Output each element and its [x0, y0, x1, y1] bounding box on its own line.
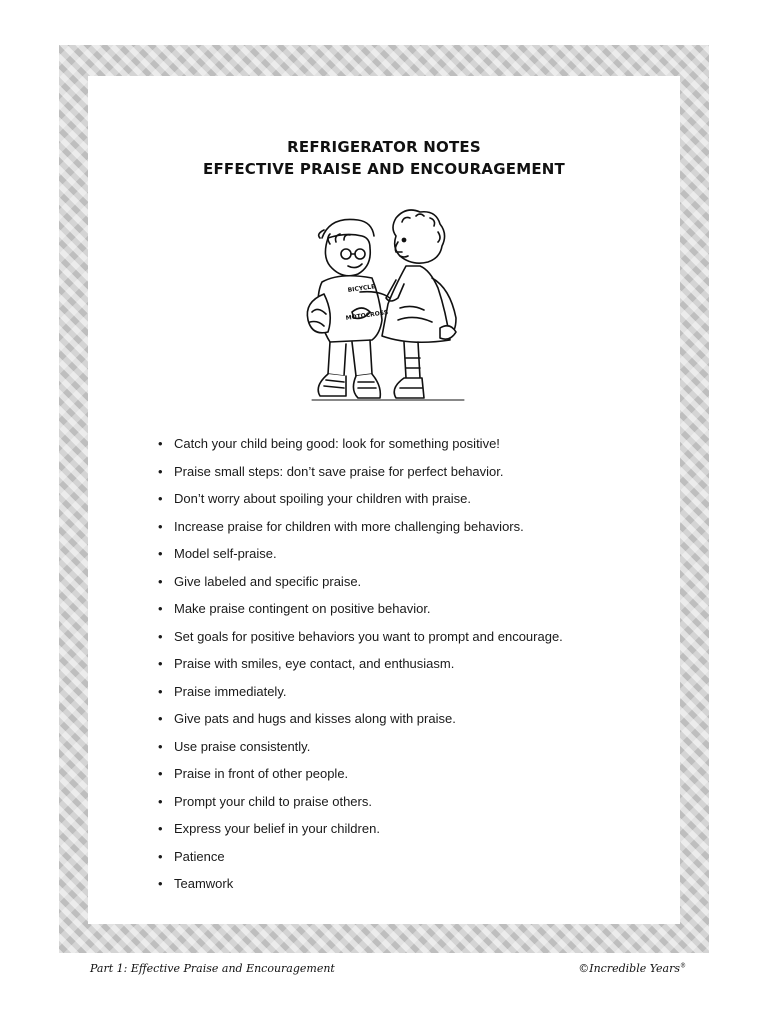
children-illustration	[300, 208, 472, 414]
list-item: • Model self-praise.	[158, 544, 563, 572]
list-item: • Catch your child being good: look for something positive!	[158, 434, 563, 462]
list-item: • Don’t worry about spoiling your children with praise.	[158, 489, 563, 517]
footer-section-title: Part 1: Effective Praise and Encouragement	[90, 962, 335, 975]
bullet-icon: •	[158, 628, 163, 644]
list-item: • Use praise consistently.	[158, 737, 563, 765]
bullet-icon: •	[158, 546, 163, 561]
page-subtitle: EFFECTIVE PRAISE AND ENCOURAGEMENT	[203, 160, 565, 178]
list-item: • Give labeled and specific praise.	[158, 572, 563, 600]
bullet-icon: •	[158, 573, 163, 589]
bullet-icon: •	[158, 821, 163, 836]
bullet-icon: •	[158, 848, 163, 864]
bullet-icon: •	[158, 711, 163, 726]
bullet-icon: •	[158, 518, 163, 534]
bullet-icon: •	[158, 491, 163, 506]
bullet-icon: •	[158, 793, 163, 809]
list-item: • Teamwork	[158, 874, 563, 902]
shirt-text-bottom: MOTOCROSS	[345, 309, 389, 322]
list-item: • Praise in front of other people.	[158, 764, 563, 792]
list-item: • Praise small steps: don’t save praise for perfect behavior.	[158, 462, 563, 490]
list-item: • Give pats and hugs and kisses along with praise.	[158, 709, 563, 737]
bullet-icon: •	[158, 436, 163, 451]
list-item: • Patience	[158, 847, 563, 875]
footer-copyright: ©Incredible Years®	[578, 962, 686, 975]
bullet-icon: •	[158, 683, 163, 699]
bullet-icon: •	[158, 656, 163, 671]
registered-mark: ®	[680, 962, 686, 970]
page-content	[88, 76, 680, 924]
shirt-text-top: BICYCLE	[347, 283, 376, 294]
tips-list	[158, 434, 563, 902]
list-item: • Set goals for positive behaviors you want to prompt and encourage.	[158, 627, 563, 655]
bullet-icon: •	[158, 601, 163, 616]
list-item: • Express your belief in your children.	[158, 819, 563, 847]
bullet-icon: •	[158, 463, 163, 479]
bullet-icon: •	[158, 738, 163, 754]
list-item: • Praise immediately.	[158, 682, 563, 710]
bullet-icon: •	[158, 766, 163, 781]
bullet-icon: •	[158, 876, 163, 891]
list-item: • Increase praise for children with more challenging behaviors.	[158, 517, 563, 545]
list-item: • Prompt your child to praise others.	[158, 792, 563, 820]
page-title: REFRIGERATOR NOTES	[287, 138, 481, 156]
list-item: • Make praise contingent on positive behavior.	[158, 599, 563, 627]
list-item: • Praise with smiles, eye contact, and enthusiasm.	[158, 654, 563, 682]
